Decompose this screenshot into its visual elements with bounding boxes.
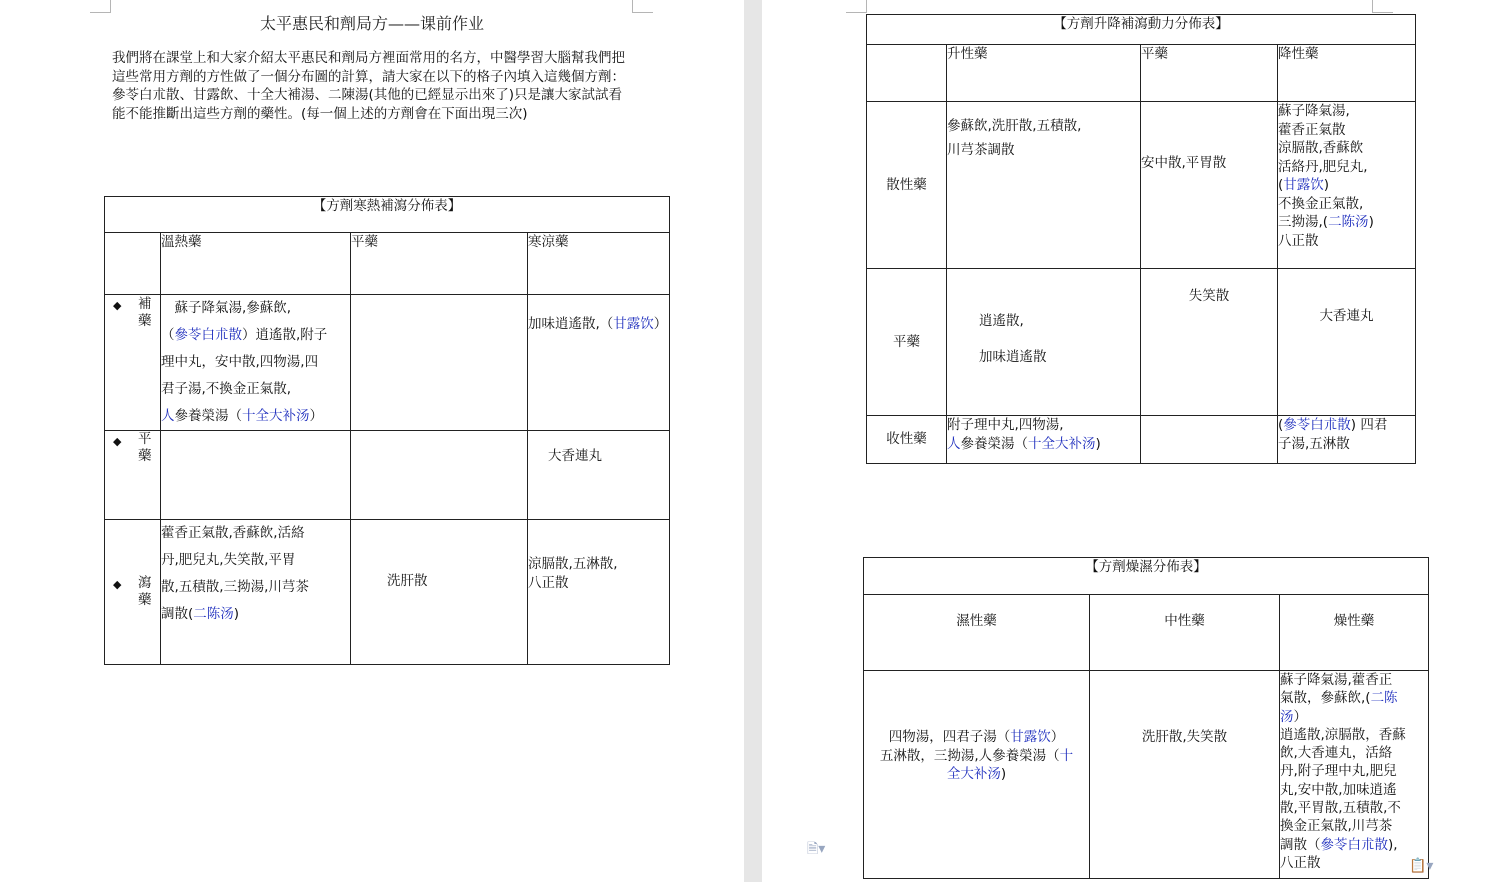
formula-text: 藿香正氣散,香蘇飲,活絡 bbox=[161, 525, 305, 541]
formula-line bbox=[161, 322, 350, 349]
formula-text: 活絡丹,肥兒丸, bbox=[1278, 158, 1368, 175]
formula-line bbox=[161, 520, 350, 547]
formula-line bbox=[1278, 176, 1415, 195]
formula-text: 川芎茶調散 bbox=[947, 142, 1015, 158]
formula-text: 洗肝散,失笑散 bbox=[1141, 729, 1228, 745]
diamond-bullet-icon: ◆ bbox=[113, 578, 122, 591]
diamond-bullet-icon: ◆ bbox=[113, 435, 122, 448]
cell-dispersing-rising[interactable] bbox=[947, 102, 1141, 269]
formula-text: 丹,附子理中丸,肥兒 bbox=[1280, 763, 1397, 780]
col-header-falling: 降性藥 bbox=[1278, 45, 1416, 102]
formula-text: 子湯,五淋散 bbox=[1278, 435, 1350, 452]
formula-text: 涼膈散,香蘇飲 bbox=[1278, 140, 1364, 156]
formula-text: 調散( bbox=[161, 606, 194, 622]
header-corner bbox=[867, 45, 947, 102]
formula-text: 調散（ bbox=[1280, 836, 1321, 853]
row-label-neutral bbox=[105, 431, 161, 520]
filled-answer: 參苓白朮散 bbox=[1320, 836, 1388, 853]
formula-text: 氣散，參蘇飲,( bbox=[1280, 690, 1371, 707]
formula-text: 丸,安中散,加味逍遙 bbox=[1280, 781, 1397, 798]
cell-dispersing-neutral[interactable] bbox=[1141, 102, 1278, 269]
formula-text: 八正散 bbox=[1278, 232, 1319, 249]
formula-line bbox=[1280, 744, 1428, 762]
formula-text: 君子湯,不換金正氣散, bbox=[161, 381, 292, 397]
formula-line bbox=[1280, 799, 1428, 817]
filled-answer: 全大补汤 bbox=[946, 766, 1001, 782]
formula-text: 八正散 bbox=[528, 574, 569, 591]
formula-text: 參蘇飲,洗肝散,五積散, bbox=[947, 118, 1082, 134]
formula-line bbox=[161, 376, 350, 403]
row-label-text: 平藥 bbox=[138, 431, 152, 464]
cell-tonify-neutral[interactable] bbox=[351, 295, 528, 431]
formula-text: 加味逍遙散,（ bbox=[528, 316, 614, 332]
cell-dry[interactable] bbox=[1280, 671, 1429, 879]
formula-line bbox=[947, 435, 1140, 454]
dry-damp-table bbox=[863, 557, 1429, 879]
formula-line bbox=[548, 447, 669, 466]
cell-neutral[interactable] bbox=[1090, 671, 1280, 879]
formula-text: ) 四君 bbox=[1350, 417, 1388, 433]
formula-text: ( bbox=[1278, 417, 1284, 433]
row-label-text: 補藥 bbox=[138, 296, 152, 329]
formula-text: 八正散 bbox=[1280, 854, 1321, 871]
formula-line bbox=[1278, 121, 1415, 140]
filled-answer: 參苓白朮散 bbox=[174, 327, 242, 343]
formula-text: 大香連丸 bbox=[1319, 308, 1374, 324]
cell-astringent-neutral[interactable] bbox=[1141, 416, 1278, 464]
filled-answer: 人 bbox=[947, 435, 961, 452]
margin-mark-top-right bbox=[1372, 0, 1393, 13]
formula-line bbox=[979, 303, 1140, 339]
row-label-neutral: 平藥 bbox=[867, 269, 947, 416]
formula-text: 逍遙散,涼膈散，香蘇 bbox=[1280, 726, 1406, 743]
formula-text: 散,平胃散,五積散,不 bbox=[1280, 800, 1401, 817]
row-label-dispersing: 散性藥 bbox=[867, 102, 947, 269]
cell-astringent-rising[interactable] bbox=[947, 416, 1141, 464]
col-header-neutral: 平藥 bbox=[1141, 45, 1278, 102]
col-header-cold: 寒涼藥 bbox=[528, 233, 670, 295]
formula-text: 藿香正氣散 bbox=[1278, 121, 1346, 138]
formula-text: ) bbox=[1368, 214, 1374, 230]
formula-text: ） bbox=[309, 408, 323, 424]
formula-text: ） bbox=[653, 316, 668, 332]
formula-line bbox=[528, 315, 669, 334]
formula-line bbox=[1090, 728, 1279, 747]
col-header-warm: 溫熱藥 bbox=[161, 233, 351, 295]
formula-text: ） bbox=[1293, 708, 1307, 725]
document-page-right bbox=[762, 0, 1502, 882]
formula-text: 蘇子降氣湯,藿香正 bbox=[1280, 672, 1393, 688]
formula-line bbox=[1278, 102, 1415, 121]
filled-answer: 甘露饮 bbox=[1010, 729, 1051, 745]
formula-line bbox=[864, 728, 1089, 747]
formula-text: 涼膈散,五淋散, bbox=[528, 556, 618, 572]
formula-text: 蘇子降氣湯,參蘇飲, bbox=[161, 300, 292, 316]
cell-purge-neutral[interactable] bbox=[351, 520, 528, 665]
formula-text: 理中丸，安中散,四物湯,四 bbox=[161, 354, 319, 370]
rise-fall-table bbox=[866, 14, 1416, 464]
formula-text: 蘇子降氣湯, bbox=[1278, 103, 1350, 119]
filled-answer: 甘露饮 bbox=[613, 316, 654, 332]
cell-tonify-warm[interactable] bbox=[161, 295, 351, 431]
filled-answer: 十 bbox=[1059, 747, 1074, 764]
filled-answer: 十全大补汤 bbox=[242, 408, 310, 424]
table-caption: 【方劑燥濕分佈表】 bbox=[864, 558, 1429, 595]
formula-line bbox=[1141, 154, 1277, 173]
col-header-damp: 濕性藥 bbox=[864, 595, 1090, 671]
filled-answer: 甘露饮 bbox=[1283, 177, 1324, 193]
formula-text: ), bbox=[1388, 836, 1398, 853]
formula-line bbox=[161, 547, 350, 574]
filled-answer: 二陈 bbox=[1370, 690, 1398, 707]
cell-neutral-neutral[interactable] bbox=[351, 431, 528, 520]
cell-purge-cold[interactable] bbox=[528, 520, 670, 665]
formula-text: 附子理中丸,四物湯, bbox=[947, 417, 1064, 433]
document-title: 太平惠民和劑局方——课前作业 bbox=[259, 14, 484, 33]
cell-neutral-warm[interactable] bbox=[161, 431, 351, 520]
formula-line bbox=[864, 747, 1089, 766]
formula-line bbox=[1278, 416, 1415, 435]
formula-text: 散,五積散,三拗湯,川芎茶 bbox=[161, 579, 309, 595]
formula-text: （ bbox=[161, 327, 175, 343]
cold-hot-table bbox=[104, 196, 670, 665]
row-label-tonify bbox=[105, 295, 161, 431]
formula-line bbox=[1278, 435, 1415, 454]
cell-neutral-neutral[interactable] bbox=[1141, 269, 1278, 416]
filled-answer: 汤 bbox=[1280, 708, 1294, 725]
formula-text: 飲,大香連丸，活絡 bbox=[1280, 745, 1393, 762]
header-corner bbox=[105, 233, 161, 295]
formula-line bbox=[1280, 689, 1428, 707]
formula-line bbox=[947, 114, 1140, 138]
formula-line bbox=[161, 349, 350, 376]
cell-dispersing-falling[interactable] bbox=[1278, 102, 1416, 269]
formula-line bbox=[1280, 854, 1428, 872]
formula-text: ) bbox=[1323, 177, 1330, 193]
margin-mark-top-left bbox=[846, 0, 867, 13]
filled-answer: 參苓白朮散 bbox=[1283, 417, 1351, 433]
formula-text: 不換金正氣散, bbox=[1278, 195, 1364, 212]
formula-text: 逍遙散, bbox=[979, 313, 1024, 329]
formula-text: 參養榮湯（ bbox=[174, 408, 242, 424]
formula-text: 參養榮湯（ bbox=[960, 435, 1028, 452]
col-header-dry: 燥性藥 bbox=[1280, 595, 1429, 671]
formula-text: ） bbox=[1050, 729, 1065, 745]
intro-paragraph[interactable]: 我們將在課堂上和大家介紹太平惠民和劑局方裡面常用的名方，中醫學習大腦幫我們把這些常用方劑的方性做了一個分布圖的計算，請大家在以下的格子內填入這幾個方劑：參苓白朮散、甘露飲、十全大補湯、二陳湯(其他的已經显示出來了)只是讓大家試試看能不能推斷出這些方劑的藥性。(每一個上述的方劑會在下面出現三次) bbox=[112, 50, 625, 122]
formula-line bbox=[947, 416, 1140, 435]
formula-line bbox=[1278, 195, 1415, 214]
filled-answer: 二陈汤 bbox=[1328, 214, 1369, 230]
formula-line bbox=[1280, 781, 1428, 799]
formula-text: ) bbox=[233, 606, 240, 622]
row-label-text: 瀉藥 bbox=[138, 575, 152, 608]
page-gutter bbox=[744, 0, 762, 882]
formula-line bbox=[161, 574, 350, 601]
diamond-bullet-icon: ◆ bbox=[113, 299, 122, 312]
formula-text: 四物湯，四君子湯（ bbox=[888, 729, 1011, 745]
cell-neutral-rising[interactable] bbox=[947, 269, 1141, 416]
formula-line bbox=[864, 765, 1089, 784]
formula-text: 丹,肥兒丸,失笑散,平胃 bbox=[161, 552, 296, 568]
formula-line bbox=[528, 574, 669, 593]
formula-line bbox=[528, 555, 669, 574]
formula-text: 三拗湯,( bbox=[1278, 214, 1329, 230]
formula-text: ) bbox=[1000, 766, 1007, 782]
formula-line bbox=[1278, 307, 1415, 326]
formula-line bbox=[1278, 158, 1415, 177]
formula-line bbox=[1141, 287, 1277, 306]
formula-text: 大香連丸 bbox=[548, 448, 602, 464]
cell-tonify-cold[interactable] bbox=[528, 295, 670, 431]
formula-text: 洗肝散 bbox=[387, 573, 428, 589]
formula-line bbox=[1280, 726, 1428, 744]
table-caption: 【方劑升降補瀉動力分佈表】 bbox=[867, 15, 1416, 45]
row-label-purge bbox=[105, 520, 161, 665]
formula-text: 加味逍遙散 bbox=[979, 349, 1047, 365]
formula-text: ( bbox=[1278, 177, 1284, 193]
filled-answer: 二陈汤 bbox=[193, 606, 234, 622]
formula-text: 安中散,平胃散 bbox=[1141, 155, 1227, 171]
filled-answer: 十全大补汤 bbox=[1028, 435, 1096, 452]
cell-damp[interactable] bbox=[864, 671, 1090, 879]
formula-line bbox=[161, 295, 350, 322]
formula-line bbox=[1280, 762, 1428, 780]
col-header-neutral: 平藥 bbox=[351, 233, 528, 295]
formula-line bbox=[161, 601, 350, 628]
col-header-neutral: 中性藥 bbox=[1090, 595, 1280, 671]
cell-purge-warm[interactable] bbox=[161, 520, 351, 665]
formula-line bbox=[1278, 232, 1415, 251]
formula-line bbox=[161, 403, 350, 430]
formula-text: ) bbox=[1095, 435, 1101, 452]
formula-line bbox=[1280, 817, 1428, 835]
formula-line bbox=[1280, 708, 1428, 726]
paste-options-icon[interactable]: 📋▾ bbox=[1409, 858, 1434, 874]
filled-answer: 人 bbox=[161, 408, 175, 424]
formula-line bbox=[1278, 139, 1415, 158]
formula-line bbox=[387, 572, 527, 591]
formula-line bbox=[979, 339, 1140, 375]
col-header-rising: 升性藥 bbox=[947, 45, 1141, 102]
formula-line bbox=[1278, 213, 1415, 232]
formula-line bbox=[947, 138, 1140, 162]
cell-neutral-cold[interactable] bbox=[528, 431, 670, 520]
cell-astringent-falling[interactable] bbox=[1278, 416, 1416, 464]
document-options-icon[interactable]: 🗎▾ bbox=[807, 841, 826, 857]
formula-text: ）逍遙散,附子 bbox=[242, 327, 328, 343]
formula-line bbox=[1280, 671, 1428, 689]
cell-neutral-falling[interactable] bbox=[1278, 269, 1416, 416]
document-page-left bbox=[0, 0, 744, 882]
formula-text: 失笑散 bbox=[1188, 288, 1230, 304]
row-label-astringent: 收性藥 bbox=[867, 416, 947, 464]
formula-text: 五淋散，三拗湯,人參養榮湯（ bbox=[879, 747, 1060, 764]
formula-text: 換金正氣散,川芎茶 bbox=[1280, 818, 1393, 835]
formula-line bbox=[1280, 836, 1428, 854]
table-caption: 【方劑寒熱補瀉分佈表】 bbox=[105, 197, 670, 233]
